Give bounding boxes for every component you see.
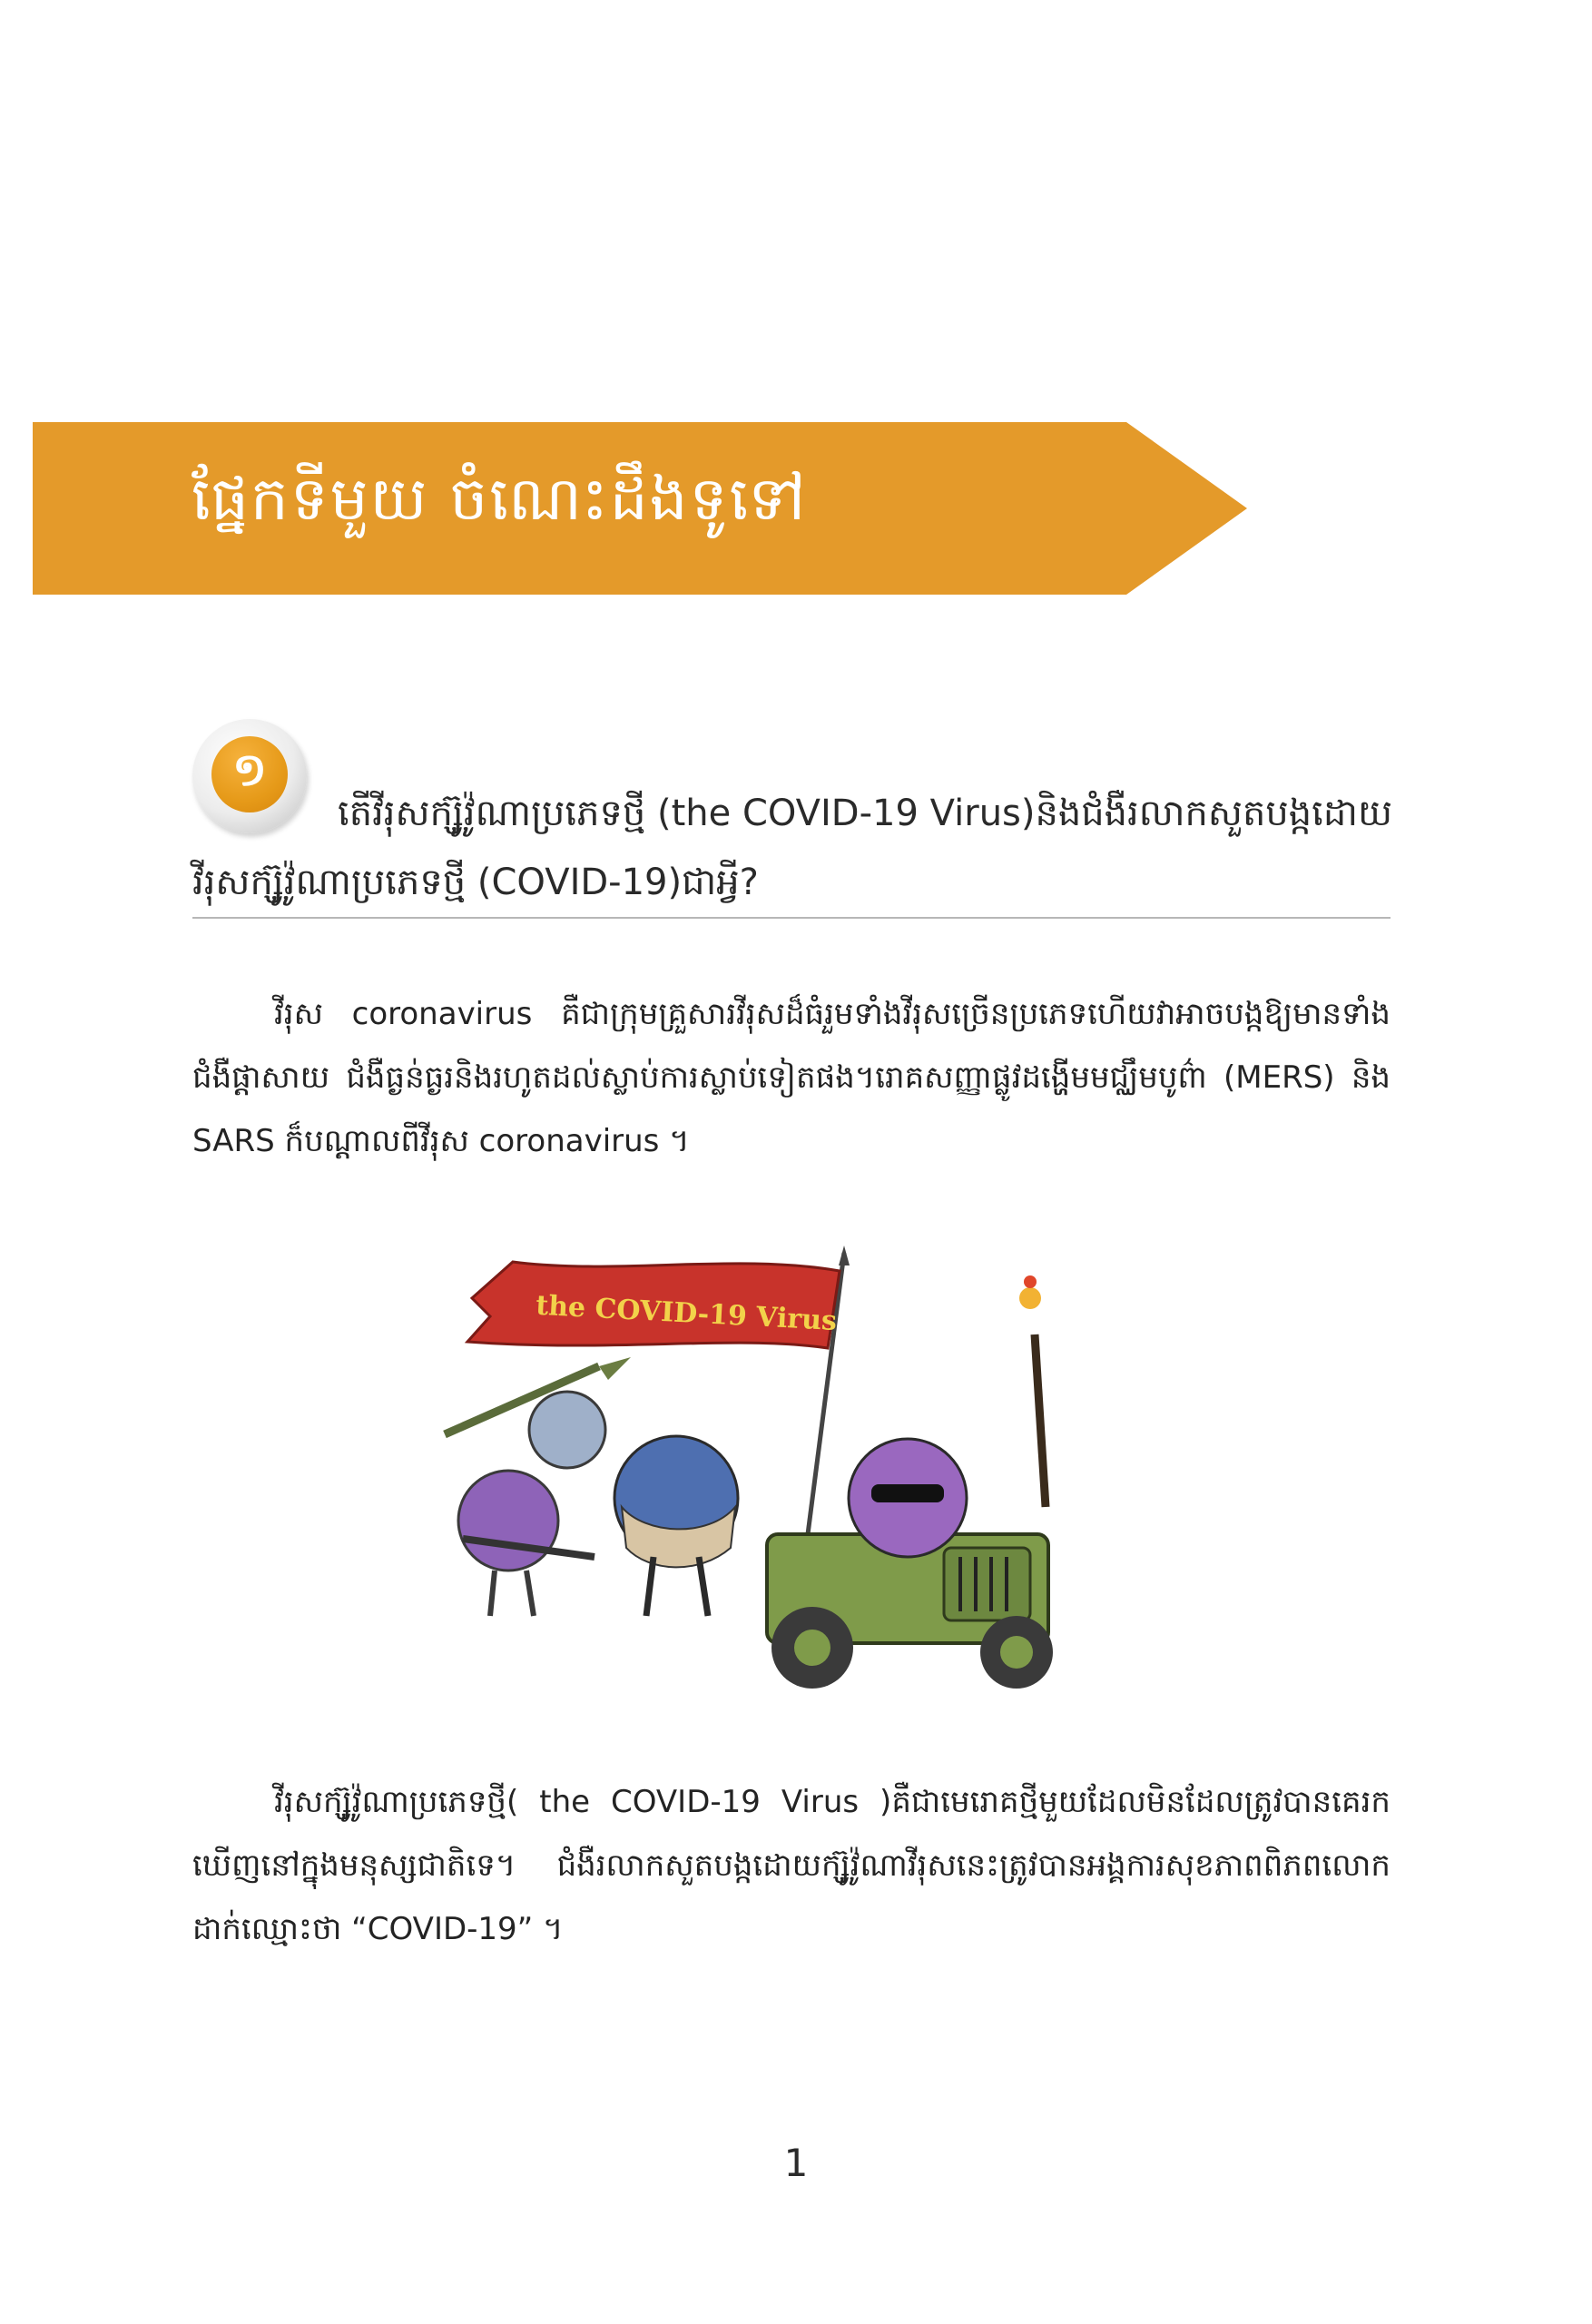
paragraph-2-text: វីរុសក្ស៊ូវ៉ូណាប្រភេទថ្មី( the COVID-19 Virus )គឺជាមេរោគថ្មីមួយដែលមិនដែលត្រូវបានគេរកឃើញនៅក្នុងមនុស្សជាតិទេ។ ជំងឺរលាកសួតបង្កដោយក្ស៊ូវ៉ូណាវីរុសនេះត្រូវបានអង្គការសុខភាពពិភពលោកដាក់ឈ្មោះថា “COVID-19” ។ <box>192 1784 1391 1947</box>
covid-virus-illustration <box>436 1235 1162 1707</box>
paragraph-1-text: វីរុស coronavirus គឺជាក្រុមគ្រួសារវីរុសដ៏ធំរួមទាំងវីរុសច្រើនប្រភេទហើយវាអាចបង្កឱ្យមានទាំងជំងឺផ្តាសាយ ជំងឺធ្ងន់ធ្ងរនិងរហូតដល់ស្លាប់ការស្លាប់ទៀតផង។រោគសញ្ញាផ្លូវដង្ហើមមជ្ឈឹមបូព៌ា (MERS) និង SARS ក៏បណ្ដាលពីវីរុស coronavirus ។ <box>192 996 1391 1159</box>
question-heading <box>192 779 1400 917</box>
section-title: ផ្នែកទីមួយ ចំណេះដឹងទូទៅ <box>192 464 808 534</box>
cartoon-virus-army-image <box>436 1235 1162 1707</box>
section-banner <box>33 422 1247 595</box>
page-number: 1 <box>783 2141 809 2185</box>
paragraph-1 <box>192 982 1391 1173</box>
flag-text: the COVID-19 Virus <box>535 1289 838 1338</box>
paragraph-2 <box>192 1770 1391 1961</box>
question-text: តើវីរុសក្ស៊ូវ៉ូណាប្រភេទថ្មី (the COVID-19 Virus)និងជំងឺរលាកសួតបង្កដោយវីរុសក្ស៊ូវ៉ូណាប្រភេទថ្មី (COVID-19)ជាអ្វី? <box>192 793 1393 903</box>
question-number: ១ <box>211 736 288 812</box>
question-divider <box>192 917 1391 919</box>
